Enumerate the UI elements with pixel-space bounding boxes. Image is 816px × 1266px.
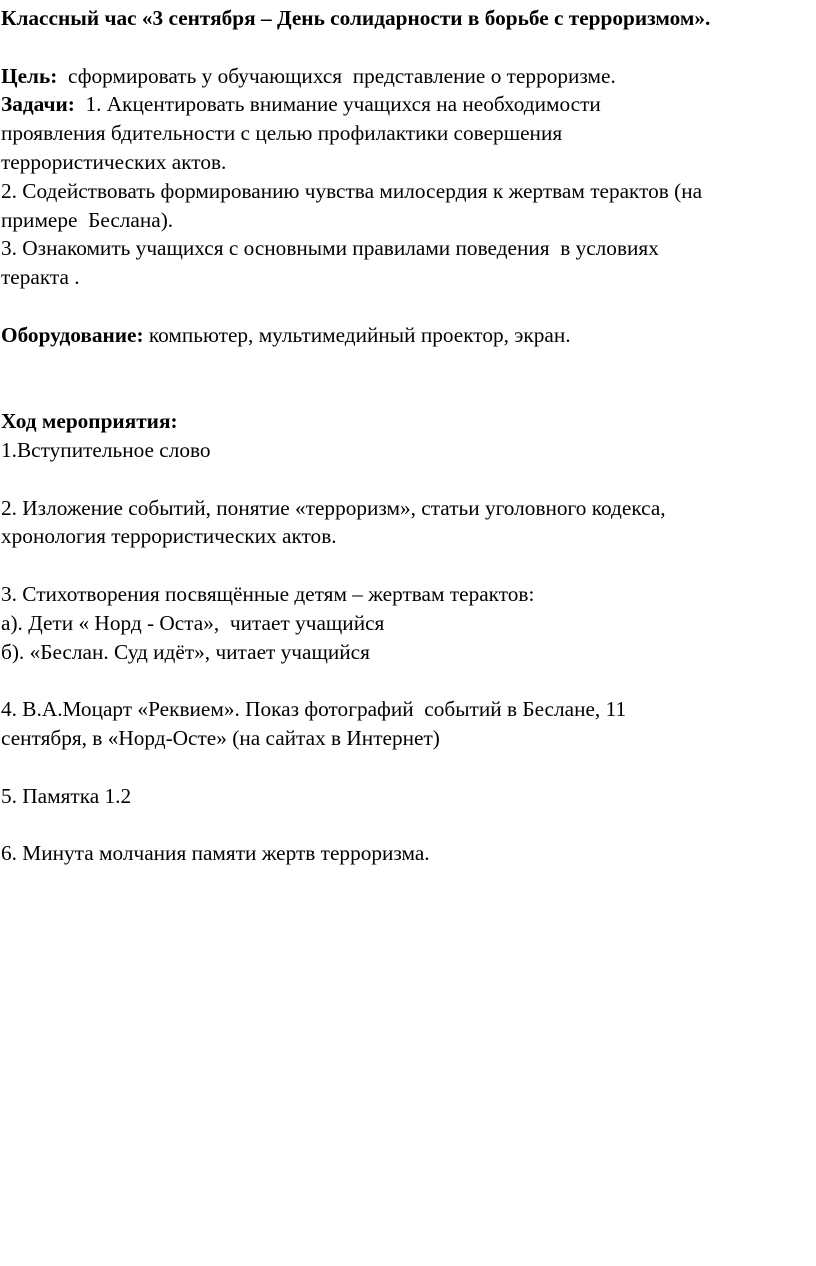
document-title: Классный час «3 сентября – День солидарности в борьбе с терроризмом». bbox=[1, 6, 711, 30]
equipment-line bbox=[1, 321, 813, 350]
goal-text: сформировать у обучающихся представление о терроризме. bbox=[57, 63, 616, 88]
procedure-item-6: 6. Минута молчания памяти жертв терроризма. bbox=[1, 841, 430, 866]
procedure-item-2: 2. Изложение событий, понятие «терроризм», статьи уголовного кодекса, bbox=[1, 495, 666, 520]
tasks-text-line: проявления бдительности с целью профилактики совершения bbox=[1, 121, 563, 146]
tasks-text-line: теракта . bbox=[1, 265, 80, 290]
procedure-item-1: 1.Вступительное слово bbox=[1, 437, 211, 462]
procedure-heading: Ход мероприятия: bbox=[1, 409, 178, 434]
spacer bbox=[1, 292, 813, 321]
spacer bbox=[1, 551, 813, 580]
spacer bbox=[1, 753, 813, 782]
procedure-item-3b: б). «Беслан. Суд идёт», читает учащийся bbox=[1, 639, 370, 664]
tasks-line bbox=[1, 90, 813, 119]
tasks-label: Задачи: bbox=[1, 92, 75, 117]
tasks-text-line: 2. Содействовать формированию чувства милосердия к жертвам терактов (на bbox=[1, 178, 703, 203]
tasks-text-line: 3. Ознакомить учащихся с основными правилами поведения в условиях bbox=[1, 236, 659, 261]
tasks-text-line: примере Беслана). bbox=[1, 207, 174, 232]
spacer bbox=[1, 350, 813, 408]
procedure-item-4-cont: сентября, в «Норд-Осте» (на сайтах в Интернет) bbox=[1, 725, 440, 750]
procedure-item-2-cont: хронология террористических актов. bbox=[1, 524, 337, 549]
procedure-item-3: 3. Стихотворения посвящённые детям – жертвам терактов: bbox=[1, 581, 535, 606]
procedure-item-5: 5. Памятка 1.2 bbox=[1, 783, 132, 808]
goal-label: Цель: bbox=[1, 63, 58, 88]
document-content bbox=[1, 4, 813, 868]
tasks-first-line: 1. Акцентировать внимание учащихся на необходимости bbox=[74, 92, 601, 117]
spacer bbox=[1, 810, 813, 839]
tasks-text-line: террористических актов. bbox=[1, 149, 227, 174]
goal-line bbox=[1, 62, 813, 91]
procedure-item-3a: а). Дети « Норд - Оста», читает учащийся bbox=[1, 610, 385, 635]
spacer bbox=[1, 33, 813, 62]
equipment-label: Оборудование: bbox=[1, 322, 144, 347]
procedure-item-4: 4. В.А.Моцарт «Реквием». Показ фотографий событий в Беслане, 11 bbox=[1, 697, 627, 722]
spacer bbox=[1, 465, 813, 494]
equipment-text: компьютер, мультимедийный проектор, экран. bbox=[143, 322, 571, 347]
spacer bbox=[1, 666, 813, 695]
